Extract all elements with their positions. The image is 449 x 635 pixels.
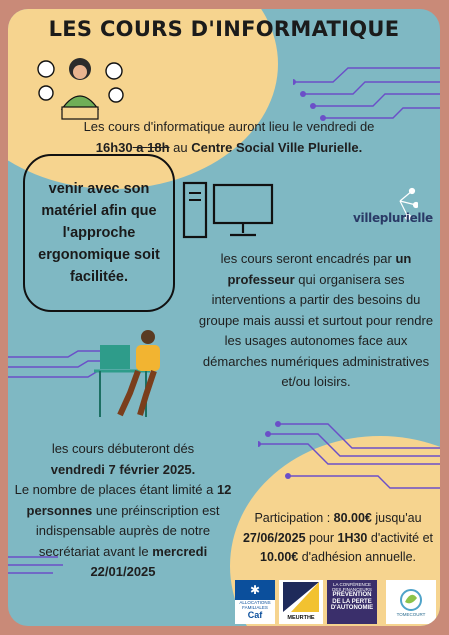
conference-title: LA CONFÉRENCE DES FINANCEURS bbox=[332, 582, 372, 592]
deadline-date: mercredi 22/01/2025 bbox=[90, 543, 208, 579]
place-name: Centre Social Ville Plurielle. bbox=[191, 140, 363, 155]
professor-text-1: les cours seront encadrés par bbox=[220, 251, 396, 266]
equipment-notice-text: venir avec son matériel afin que l'approche ergonomique soit facilitée. bbox=[38, 181, 160, 285]
fees-text-3: pour bbox=[305, 530, 338, 545]
time-end: 18h bbox=[147, 140, 170, 155]
start-text-3: une préinscription est indispensable auprès de notre secrétariat avant le bbox=[35, 502, 220, 559]
computer-icon bbox=[180, 177, 276, 247]
caf-name: Caf bbox=[247, 610, 263, 620]
time-start: 16h30 bbox=[95, 140, 133, 155]
professor-text-2: qui organisera ses interventions a partir des besoins du groupe mais aussi et surtout pour rendre les usages autonomes face aux démarches numériques administratives et/ou loisirs. bbox=[198, 271, 434, 389]
villeplurielle-logo: villeplurielle bbox=[353, 211, 433, 225]
caf-logo bbox=[235, 580, 275, 624]
professor-paragraph bbox=[198, 249, 434, 393]
page-title: LES COURS D'INFORMATIQUE bbox=[48, 17, 400, 41]
meurthe-logo bbox=[279, 580, 323, 624]
conference-subtitle: PRÉVENTION DE LA PERTE D'AUTONOMIE bbox=[330, 592, 374, 611]
tomecourt-name: TOMECOURT bbox=[396, 611, 426, 617]
caf-subtitle: ALLOCATIONS FAMILIALES bbox=[239, 600, 271, 610]
meurthe-name: MEURTHE bbox=[287, 615, 315, 621]
conference-financeurs-logo bbox=[327, 580, 377, 624]
man-at-computer-illustration bbox=[90, 327, 180, 419]
start-date: vendredi 7 février 2025. bbox=[50, 461, 196, 477]
fees-text-1: Participation : bbox=[254, 511, 334, 525]
fees-text-2: jusqu'au bbox=[371, 511, 422, 525]
fees-text-5: d'adhésion annuelle. bbox=[298, 550, 416, 564]
tomecourt-logo bbox=[386, 580, 436, 624]
meurthe-shape-icon bbox=[279, 580, 323, 614]
circuit-lines-right bbox=[258, 414, 440, 499]
equipment-notice-bubble bbox=[23, 154, 175, 312]
duration: 1H30 bbox=[337, 530, 368, 545]
intro-text bbox=[24, 116, 434, 158]
places-count: 12 personnes bbox=[26, 482, 232, 518]
membership-fee: 10.00€ bbox=[260, 550, 299, 564]
caf-star-icon: ✱ bbox=[235, 580, 275, 600]
professor-bold: un professeur bbox=[227, 251, 412, 287]
start-paragraph bbox=[12, 439, 234, 583]
fees-until-date: 27/06/2025 bbox=[242, 530, 306, 545]
intro-connector: au bbox=[169, 140, 192, 155]
fees-text-4: d'activité et bbox=[367, 530, 434, 545]
fees-paragraph bbox=[230, 509, 440, 568]
poster bbox=[8, 9, 440, 626]
start-text-1: les cours débuteront dés bbox=[51, 441, 195, 456]
time-separator: a bbox=[132, 140, 148, 155]
start-text-2: Le nombre de places étant limité a bbox=[14, 482, 217, 497]
fee-amount: 80.00€ bbox=[333, 511, 372, 525]
intro-line: Les cours d'informatique auront lieu le vendredi de bbox=[83, 119, 375, 134]
tomecourt-leaf-icon bbox=[398, 588, 424, 612]
woman-with-devices-illustration bbox=[32, 49, 128, 121]
